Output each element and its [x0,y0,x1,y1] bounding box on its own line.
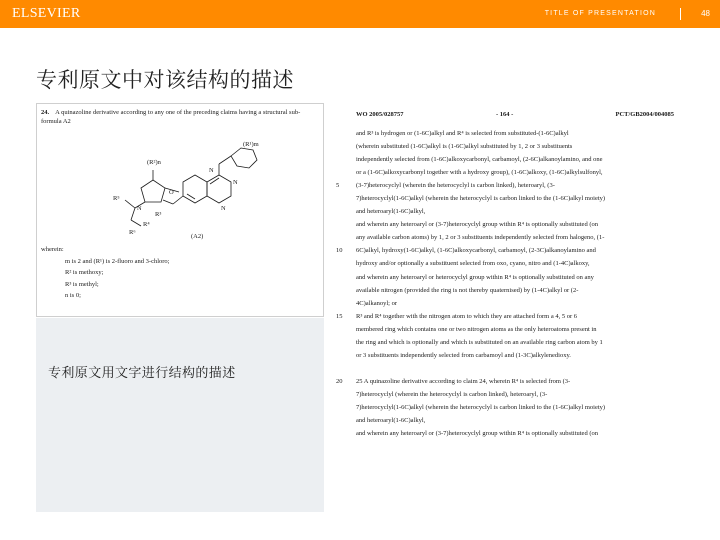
document-page: - 164 - [496,111,514,118]
subtitle-panel [36,318,324,512]
line-text: or 3 substituents independently selected from carbamoyl and (1-3C)alkylenedioxy. [356,351,571,359]
wherein-item: m is 2 and (R¹) is 2-fluoro and 3-chloro; [65,257,170,265]
pyrrolidine-ring [141,180,165,202]
claim-text: A quinazoline derivative according to any one of the preceding claims having a structural sub-formula A2 [41,109,301,125]
line-text: and wherein any heteroaryl or (3-7)heterocyclyl group within R⁴ is optionally substituted (on [356,221,598,229]
line-text: 7)heterocyclyl(1-6C)alkyl (wherein the heterocyclyl is carbon linked to the (1-6C)alkyl moiety) [356,195,606,203]
wherein-item: R³ is methyl; [65,280,99,288]
document-line [336,323,682,336]
line-number: 5 [336,182,340,190]
line-text: and heteroaryl(1-6C)alkyl, [356,417,426,425]
r4-label: R⁴ [143,221,150,228]
claim-paragraph [41,108,319,126]
wherein-item: n is 0; [65,292,81,299]
document-line [336,349,682,362]
line-text: 7)heterocyclyl(1-6C)alkyl (wherein the heterocyclyl is carbon linked to the (1-6C)alkyl moiety) [356,403,606,411]
document-line [336,336,682,349]
line-text: and wherein any heteroaryl or heterocyclyl group within R⁴ is optionally substituted on any [356,273,594,281]
ring-n1-label: N [233,179,238,186]
document-line [336,127,682,140]
wherein-item: R² is methoxy; [65,269,104,276]
r5-label: R⁵ [113,195,120,202]
document-line [336,375,682,388]
document-header [356,111,682,123]
document-line [336,257,682,270]
line-text: or a (1-6C)alkoxycarbonyl together with a hydroxy group), (1-6C)alkoxy, (1-6C)alkylsulfonyl, [356,169,603,177]
wherein-list [41,244,319,302]
r3-label: R³ [155,211,162,218]
line-text: available nitrogen (provided the ring is not thereby quaternised) by (1-4C)alkyl or (2- [356,286,579,294]
wherein-label: wherein: [41,246,64,253]
document-line [336,271,682,284]
line-text: (3-7)heterocyclyl (wherein the heterocyclyl is carbon linked), heteroaryl, (3- [356,182,555,190]
line-text: R³ and R⁴ together with the nitrogen atom to which they are attached form a 4, 5 or 6 [356,312,577,320]
document-line [336,231,682,244]
claim-number: 24. [41,109,50,116]
amine-n-label: N [137,205,142,212]
r6-label: R⁶ [129,229,136,236]
document-line [336,310,682,323]
pct-number: PCT/GB2004/004085 [615,111,674,118]
line-text: and wherein any heteroaryl or (3-7)heterocyclyl group within R⁴ is optionally substituted (on [356,430,598,438]
pyrimidine-ring [207,175,231,203]
page-number: 48 [701,9,710,18]
line-text: 25 A quinazoline derivative according to claim 24, wherein R⁴ is selected from (3- [356,377,571,385]
document-line [336,362,682,375]
document-line [336,284,682,297]
document-line [336,166,682,179]
line-text: (wherein substituted (1-6C)alkyl is (1-6C)alkyl substituted by 1, 2 or 3 substituents [356,143,573,151]
document-line [336,414,682,427]
patent-text-excerpt [334,103,686,540]
line-text: hydroxy and/or optionally a substituent selected from oxo, cyano, nitro and (1-4C)alkoxy, [356,260,590,268]
line-text: any available carbon atoms) by 1, 2 or 3 substituents independently selected from halogeno, (1- [356,234,605,242]
elsevier-logo: ELSEVIER [12,6,81,21]
document-line [336,140,682,153]
presentation-title: TITLE OF PRESENTATION [544,10,656,17]
aniline-ring [231,148,257,168]
formula-label: (A2) [191,233,204,240]
slide-subtitle: 专利原文用文字进行结构的描述 [48,366,236,381]
line-number: 15 [336,312,343,320]
line-text: the ring and which is optionally and which is substituted on an available ring carbon atom by 1 [356,338,603,346]
line-number: 20 [336,377,343,385]
line-text: independently selected from (1-6C)alkoxycarbonyl, carbamoyl, (2-6C)alkanoylamino, and one [356,156,603,164]
document-line [336,205,682,218]
document-line [336,427,682,440]
line-text: and heteroaryl(1-6C)alkyl, [356,208,426,216]
line-number: 10 [336,247,343,255]
oxygen-label: O [169,189,174,196]
document-line [336,244,682,257]
document-line [336,179,682,192]
header-divider [680,8,681,20]
document-line [336,388,682,401]
structural-formula-a2 [99,138,269,242]
ring-n3-label: N [209,167,214,174]
document-id: WO 2005/028757 [356,111,404,118]
patent-claim-excerpt [36,103,324,317]
document-line [336,297,682,310]
slide-title: 专利原文中对该结构的描述 [36,68,294,92]
line-text: 4C)alkanoyl; or [356,299,397,307]
line-text: 6C)alkyl, hydroxy(1-6C)alkyl, (1-6C)alkoxycarbonyl, carbamoyl, (2-3C)alkanoylamino and [356,247,596,255]
header-bar [0,0,720,28]
r2n-label: (R²)n [147,159,161,166]
document-line [336,401,682,414]
document-line [336,192,682,205]
document-body [336,127,682,440]
document-line [336,218,682,231]
line-text: 7)heterocyclyl (wherein the heterocyclyl is carbon linked), heteroaryl, (3- [356,390,548,398]
document-line [336,153,682,166]
ring-n2-label: N [221,205,226,212]
line-text: and R³ is hydrogen or (1-6C)alkyl and R⁴ is selected from substituted-(1-6C)alkyl [356,130,569,137]
line-text: membered ring which contains one or two nitrogen atoms as the only heteroatoms present in [356,325,597,333]
r1m-label: (R¹)m [243,141,259,148]
